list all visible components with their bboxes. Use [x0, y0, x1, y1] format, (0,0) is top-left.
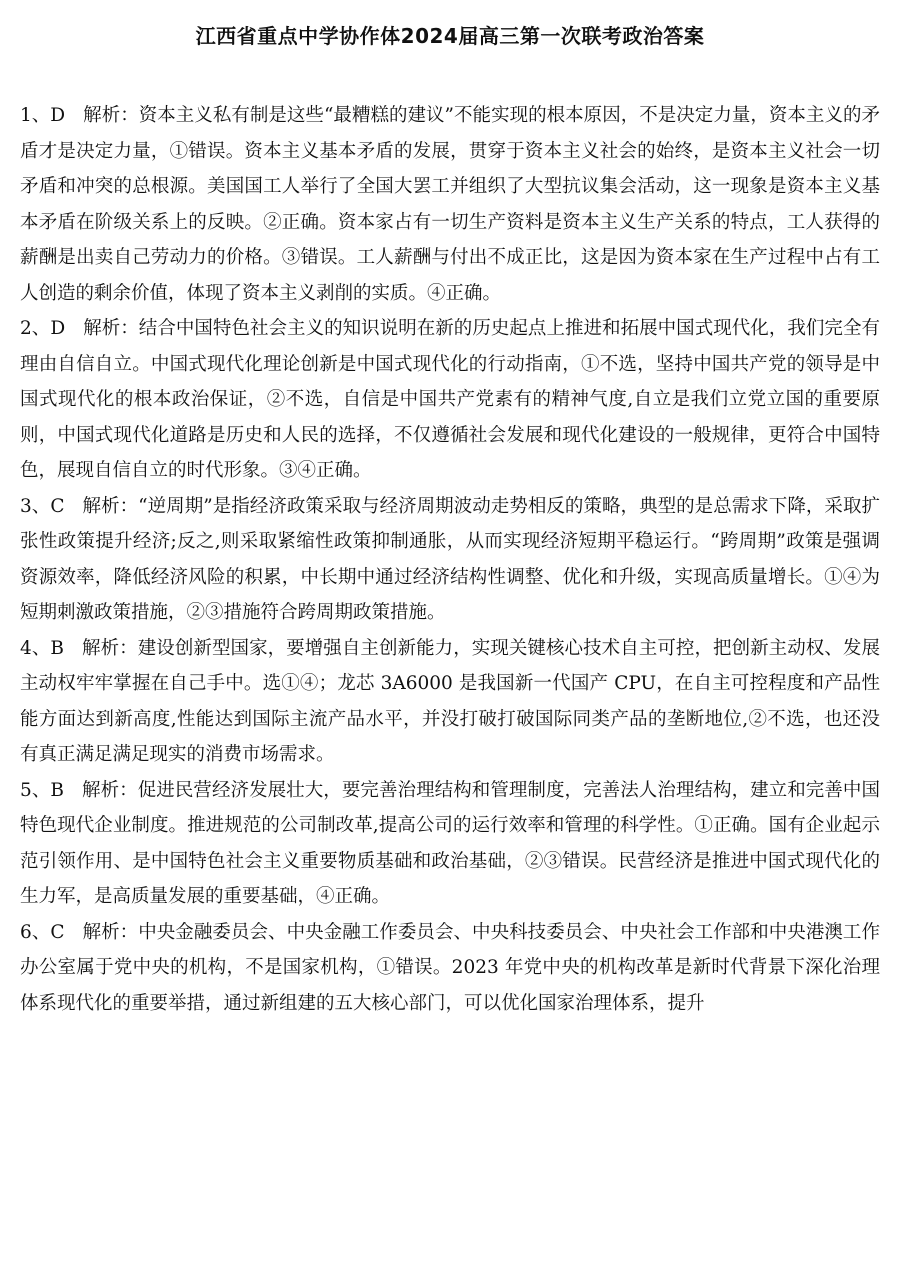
analysis-text: “逆周期”是指经济政策采取与经济周期波动走势相反的策略，典型的是总需求下降，采取扩张性政策提升经济;反之,则采取紧缩性政策抑制通胀，从而实现经济短期平稳运行。“跨周期”政策是强调资源效率，降低经济风险的积累，中长期中通过经济结构性调整、优化和升级，实现高质量增长。①④为短期刺激政策措施，②③措施符合跨周期政策措施。 — [20, 495, 880, 623]
answer-label: 6、C — [20, 921, 65, 943]
analysis-heading: 解析： — [82, 921, 139, 943]
analysis-heading: 解析： — [82, 495, 139, 517]
answer-label: 3、C — [20, 495, 65, 517]
analysis-text: 结合中国特色社会主义的知识说明在新的历史起点上推进和拓展中国式现代化，我们完全有理由自信自立。中国式现代化理论创新是中国式现代化的行动指南，①不选，坚持中国共产党的领导是中国式现代化的根本政治保证，②不选，自信是中国共产党素有的精神气度,自立是我们立党立国的重要原则，中国式现代化道路是历史和人民的选择，不仅遵循社会发展和现代化建设的一般规律，更符合中国特色，展现自信自立的时代形象。③④正确。 — [20, 318, 880, 481]
analysis-heading: 解析： — [81, 637, 138, 659]
answer-label: 2、D — [20, 318, 66, 339]
answer-item-3 — [20, 489, 880, 631]
analysis-heading: 解析： — [83, 105, 139, 126]
answer-item-5 — [20, 773, 880, 915]
analysis-text: 建设创新型国家，要增强自主创新能力，实现关键核心技术自主可控，把创新主动权、发展主动权牢牢掌握在自己手中。选①④；龙芯 3A6000 是我国新一代国产 CPU，在自主可控程度和产品性能方面达到新高度,性能达到国际主流产品水平，并没打破打破国际同类产品的垄断地位,②不选，也还没有真正满足满足现实的消费市场需求。 — [20, 637, 880, 765]
answer-label: 4、B — [20, 637, 64, 659]
analysis-heading: 解析： — [81, 779, 138, 801]
answer-item-1 — [20, 98, 880, 311]
analysis-text: 资本主义私有制是这些“最糟糕的建议”不能实现的根本原因，不是决定力量，资本主义的矛盾才是决定力量，①错误。资本主义基本矛盾的发展，贯穿于资本主义社会的始终，是资本主义社会一切矛盾和冲突的总根源。美国国工人举行了全国大罢工并组织了大型抗议集会活动，这一现象是资本主义基本矛盾在阶级关系上的反映。②正确。资本家占有一切生产资料是资本主义生产关系的特点，工人获得的薪酬是出卖自己劳动力的价格。③错误。工人薪酬与付出不成正比，这是因为资本家在生产过程中占有工人创造的剩余价值，体现了资本主义剥削的实质。④正确。 — [20, 105, 880, 304]
answer-item-6 — [20, 915, 880, 1022]
analysis-text: 促进民营经济发展壮大，要完善治理结构和管理制度，完善法人治理结构，建立和完善中国特色现代企业制度。推进规范的公司制改革,提高公司的运行效率和管理的科学性。①正确。国有企业起示范引领作用、是中国特色社会主义重要物质基础和政治基础，②③错误。民营经济是推进中国式现代化的生力军，是高质量发展的重要基础，④正确。 — [20, 779, 880, 907]
answer-label: 5、B — [20, 779, 64, 801]
answer-item-2 — [20, 311, 880, 489]
answer-label: 1、D — [20, 105, 66, 126]
analysis-text: 中央金融委员会、中央金融工作委员会、中央科技委员会、中央社会工作部和中央港澳工作办公室属于党中央的机构，不是国家机构，①错误。2023 年党中央的机构改革是新时代背景下深化治理体系现代化的重要举措，通过新组建的五大核心部门，可以优化国家治理体系，提升 — [20, 921, 880, 1014]
document-title: 江西省重点中学协作体2024届高三第一次联考政治答案 — [195, 24, 705, 48]
answer-item-4 — [20, 631, 880, 773]
analysis-heading: 解析： — [83, 318, 139, 339]
